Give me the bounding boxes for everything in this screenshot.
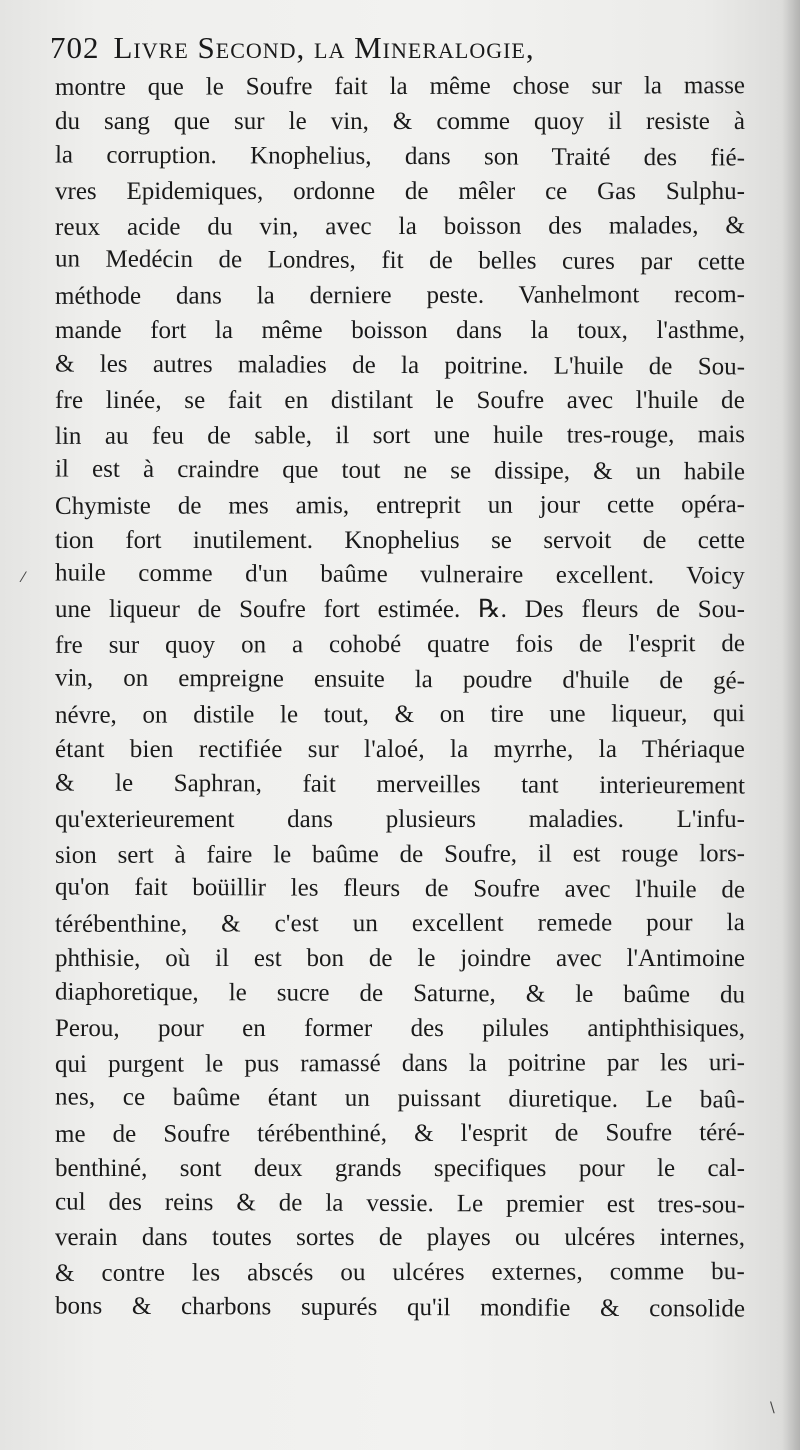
text-line: Chymiste de mes amis, entreprit un jour cette opéra-: [54, 490, 746, 520]
text-line: vin, on empreigne ensuite la poudre d'huile de gé-: [54, 664, 746, 695]
text-line: me de Soufre térébenthiné, & l'esprit de Soufre téré-: [54, 1118, 746, 1148]
margin-mark: ⁄: [22, 570, 25, 586]
text-line: & le Saphran, fait merveilles tant interieurement: [54, 769, 746, 800]
text-line: un Medécin de Londres, fit de belles cures par cette: [54, 245, 746, 276]
text-line: fre linée, se fait en distilant le Soufre avec l'huile de: [55, 387, 745, 415]
text-line: & contre les abscés ou ulcéres externes, comme bu-: [54, 1258, 746, 1288]
text-line: tion fort inutilement. Knophelius se servoit de cette: [55, 526, 745, 554]
text-line: Perou, pour en former des pilules antiphthisiques,: [55, 1015, 745, 1043]
running-title: Livre Second, la Mineralogie,: [113, 30, 535, 65]
text-line: diaphoretique, le sucre de Saturne, & le baûme du: [54, 978, 746, 1009]
text-line: du sang que sur le vin, & comme quoy il resiste à: [55, 107, 745, 135]
text-line: qu'on fait boüillir les fleurs de Soufre avec l'huile de: [54, 873, 746, 904]
text-line: reux acide du vin, avec la boisson des malades, &: [54, 211, 746, 241]
text-line: qui purgent le pus ramassé dans la poitrine par les uri-: [54, 1049, 746, 1078]
text-line: la corruption. Knophelius, dans son Traité des fié-: [54, 141, 746, 172]
text-line: montre que le Soufre fait la même chose sur la masse: [54, 72, 746, 101]
text-line: huile comme d'un baûme vulneraire excellent. Voicy: [54, 559, 746, 590]
text-line: phthisie, où il est bon de le joindre avec l'Antimoine: [55, 945, 745, 973]
text-line: une liqueur de Soufre fort estimée. ℞. Des fleurs de Sou-: [55, 596, 745, 624]
text-line: bons & charbons supurés qu'il mondifie & consolide: [54, 1292, 746, 1323]
page-edge-shadow: [782, 0, 800, 1450]
text-line: mande fort la même boisson dans la toux, l'asthme,: [55, 317, 745, 345]
text-line: & les autres maladies de la poitrine. L'huile de Sou-: [54, 350, 746, 381]
text-line: benthiné, sont deux grands specifiques pour le cal-: [55, 1154, 745, 1182]
text-line: névre, on distile le tout, & on tire une liqueur, qui: [54, 700, 746, 729]
margin-mark: \: [770, 1400, 775, 1416]
text-line: méthode dans la derniere peste. Vanhelmont recom-: [54, 281, 746, 311]
text-line: cul des reins & de la vessie. Le premier est tres-sou-: [54, 1187, 746, 1219]
text-line: lin au feu de sable, il sort une huile tres-rouge, mais: [54, 421, 746, 450]
page-number: 702: [50, 30, 100, 65]
text-line: il est à craindre que tout ne se dissipe, & un habile: [54, 455, 746, 486]
text-line: fre sur quoy on a cohobé quatre fois de l'esprit de: [54, 630, 746, 660]
body-text: [55, 70, 745, 1326]
text-line: térébenthine, & c'est un excellent remede pour la: [54, 909, 746, 939]
text-line: étant bien rectifiée sur l'aloé, la myrrhe, la Thériaque: [55, 735, 745, 763]
text-line: vres Epidemiques, ordonne de mêler ce Gas Sulphu-: [55, 177, 745, 205]
text-line: qu'exterieurement dans plusieurs maladies. L'infu-: [55, 805, 745, 833]
text-line: nes, ce baûme étant un puissant diuretique. Le baû-: [54, 1083, 746, 1114]
text-line: verain dans toutes sortes de playes ou ulcéres internes,: [55, 1224, 745, 1252]
text-line: sion sert à faire le baûme de Soufre, il est rouge lors-: [54, 839, 746, 869]
